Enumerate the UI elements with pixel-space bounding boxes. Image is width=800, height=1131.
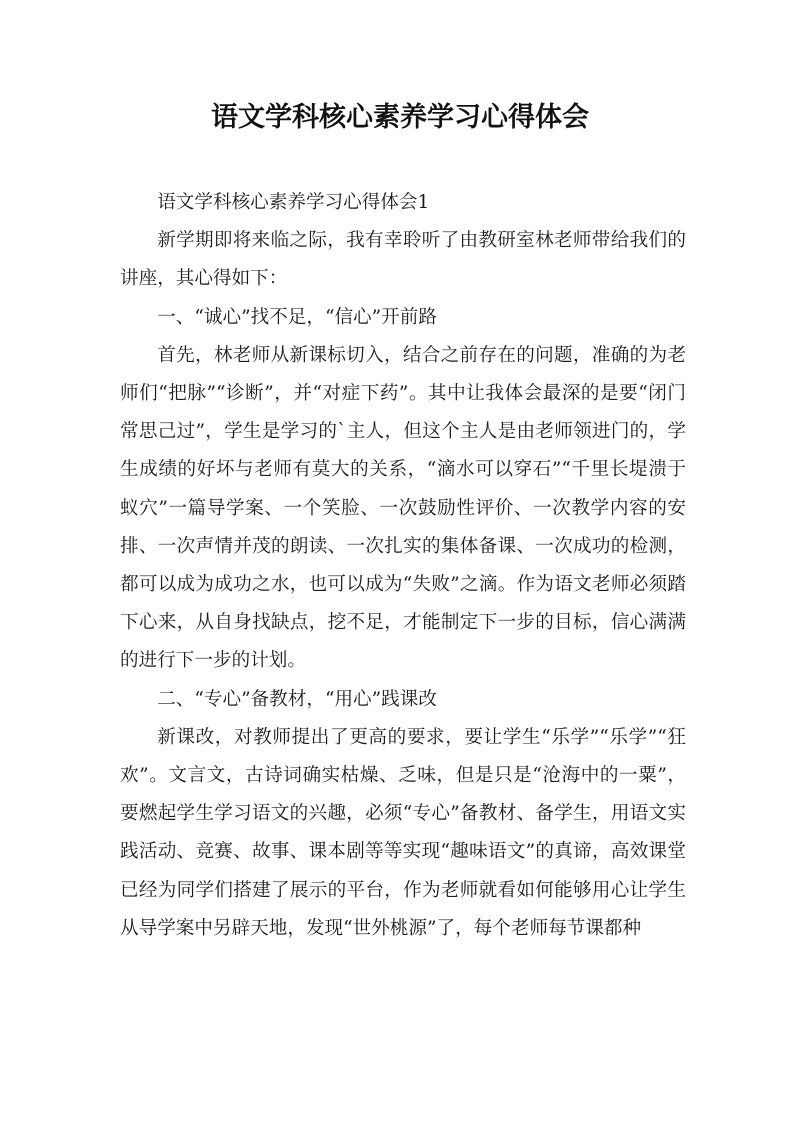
document-title: 语文学科核心素养学习心得体会 xyxy=(211,102,589,133)
subsection-heading: 二、“专心”备教材，“用心”践课改 xyxy=(157,688,437,710)
body-paragraph: 首先，林老师从新课标切入，结合之前存在的问题，准确的为老师们“把脉”“诊断”，并“对症下药”。其中让我体会最深的是要“闭门常思己过”，学生是学习的`主人，但这个主人是由老师领进门的，学生成绩的好坏与老师有莫大的关系，“滴水可以穿石”“千里长堤溃于蚁穴”一篇导学案、一个笑脸、一次鼓励性评价、一次教学内容的安排、一次声情并茂的朗读、一次扎实的集体备课、一次成功的检测，都可以成为成功之水，也可以成为“失败”之滴。作为语文老师必须踏下心来，从自身找缺点，挖不足，才能制定下一步的目标，信心满满的进行下一步的计划。 xyxy=(120,344,686,672)
body-paragraph: 新学期即将来临之际，我有幸聆听了由教研室林老师带给我们的讲座，其心得如下： xyxy=(120,230,686,290)
body-paragraph: 新课改，对教师提出了更高的要求，要让学生“乐学”“乐学”“狂欢”。文言文，古诗词确实枯燥、乏味，但是只是“沧海中的一粟”，要燃起学生学习语文的兴趣，必须“专心”备教材、备学生，用语文实践活动、竞赛、故事、课本剧等等实现“趣味语文”的真谛，高效课堂已经为同学们搭建了展示的平台，作为老师就看如何能够用心让学生从导学案中另辟天地，发现“世外桃源”了，每个老师每节课都种 xyxy=(120,726,686,939)
subsection-heading: 一、“诚心”找不足，“信心”开前路 xyxy=(157,306,437,328)
section-heading: 语文学科核心素养学习心得体会1 xyxy=(157,192,430,213)
document-body xyxy=(120,184,686,948)
